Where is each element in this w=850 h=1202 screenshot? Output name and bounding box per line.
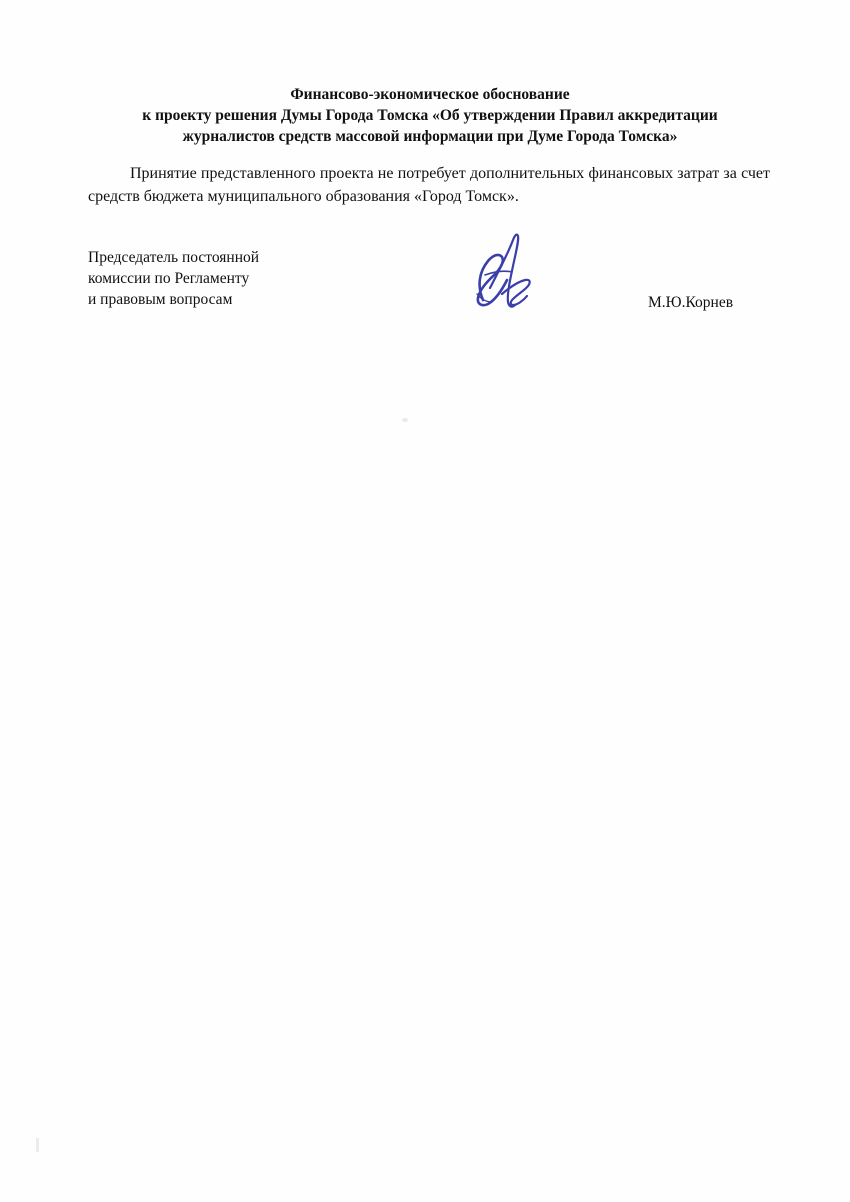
page-title	[90, 84, 770, 147]
page-title-line-2: к проекту решения Думы Города Томска «Об утверждении Правил аккредитации	[142, 107, 718, 124]
body-paragraph: Принятие представленного проекта не потребует дополнительных финансовых затрат за счет средств бюджета муниципального образования «Город Томск».	[88, 165, 770, 205]
signatory-role-line-1: Председатель постоянной	[88, 249, 260, 266]
page-title-line-3: журналистов средств массовой информации при Думе Города Томска»	[182, 128, 678, 145]
page-title-line-1: Финансово-экономическое обоснование	[290, 86, 570, 103]
signatory-role-line-3: и правовым вопросам	[88, 291, 233, 308]
signatory-role-line-2: комиссии по Регламенту	[88, 270, 250, 287]
handwritten-signature-icon	[455, 228, 565, 328]
page-artifact-mark	[36, 1138, 39, 1152]
signatory-role	[88, 247, 388, 310]
page-artifact-dot	[402, 418, 408, 422]
signer-name: М.Ю.Корнев	[648, 294, 734, 311]
